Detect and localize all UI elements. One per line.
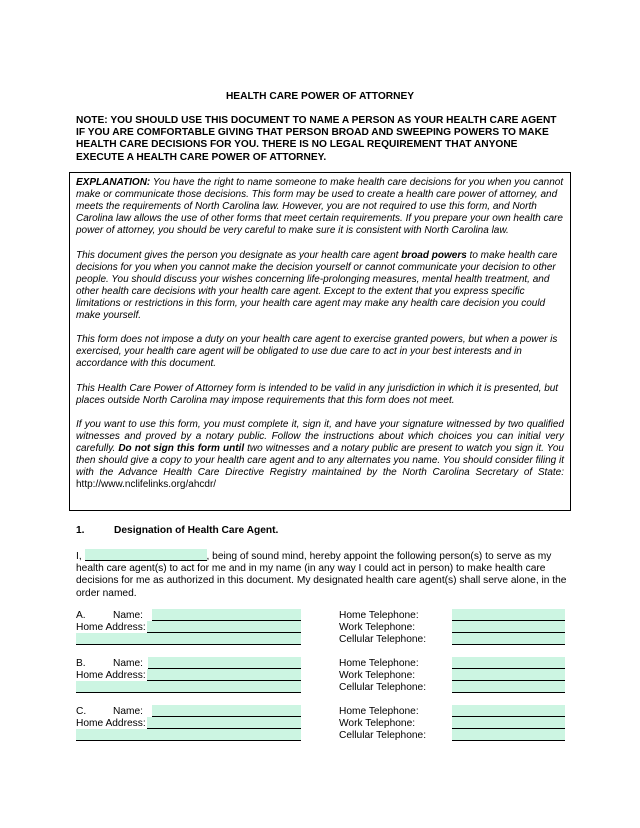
explanation-paragraph-2 <box>76 250 564 323</box>
agent-a-address-field-1[interactable] <box>147 621 301 633</box>
agent-a-letter: A. <box>76 610 86 621</box>
agent-b-name-label: Name: <box>113 658 144 669</box>
agent-b-cell-tel-label: Cellular Telephone: <box>339 682 427 693</box>
registry-link[interactable]: http://www.nclifelinks.org/ahcdr/ <box>76 479 217 491</box>
principal-name-field[interactable] <box>85 549 207 561</box>
agent-b-home-tel-label: Home Telephone: <box>339 658 419 669</box>
section-number: 1. <box>76 525 85 536</box>
explanation-box <box>69 172 571 511</box>
explanation-lead: EXPLANATION: <box>76 177 151 188</box>
agent-b-name-field[interactable] <box>148 657 301 669</box>
agent-b-address-label: Home Address: <box>76 670 146 681</box>
agent-b-address-field-2[interactable] <box>76 681 301 693</box>
agent-b-letter: B. <box>76 658 86 669</box>
note-paragraph: NOTE: YOU SHOULD USE THIS DOCUMENT TO NAME A PERSON AS YOUR HEALTH CARE AGENT IF YOU ARE COMFORTABLE GIVING THAT PERSON BROAD AND SWEEPING POWERS TO MAKE HEALTH CARE DECISIONS FOR YOU. THERE IS NO LEGAL REQUIREMENT THAT ANYONE EXECUTE A HEALTH CARE POWER OF ATTORNEY. <box>76 115 557 163</box>
document-title: HEALTH CARE POWER OF ATTORNEY <box>225 91 415 102</box>
agent-c-address-label: Home Address: <box>76 718 146 729</box>
agent-b-home-tel-field[interactable] <box>452 657 565 669</box>
explanation-paragraph-5 <box>76 419 564 492</box>
explanation-text-2b: to make health care decisions for you when you cannot make the decision yourself or cannot communicate your decision to other people. You should discuss your wishes concerning life-prolonging measures, mental health treatment, and other health care decisions with your health care agent. Except to the extent that you express specific limitations or restrictions in this form, your health care agent may make any health care decision you could make yourself. <box>76 249 558 322</box>
agent-b-work-tel-field[interactable] <box>452 669 565 681</box>
do-not-sign-emphasis: Do not sign this form until <box>118 443 245 455</box>
agent-c-address-field-1[interactable] <box>147 717 301 729</box>
agent-c-cell-tel-field[interactable] <box>452 729 565 741</box>
agent-c-address-field-2[interactable] <box>76 729 301 741</box>
agent-c-home-tel-field[interactable] <box>452 705 565 717</box>
agent-a-cell-tel-label: Cellular Telephone: <box>339 634 427 645</box>
agent-a-home-tel-field[interactable] <box>452 609 565 621</box>
agent-c-letter: C. <box>76 706 87 717</box>
agent-b-address-field-1[interactable] <box>147 669 301 681</box>
agent-a-cell-tel-field[interactable] <box>452 633 565 645</box>
explanation-text-5a: If you want to use this form, you must complete it, sign it, and have your signature witnessed by two qualified witnesses and proved by a notary public. Follow the instructions about which choices you can initial very carefully. <box>76 418 564 455</box>
section-title: Designation of Health Care Agent. <box>114 525 279 536</box>
explanation-text-1: You have the right to name someone to make health care decisions for you when you cannot make or communicate those decisions. This form may be used to create a health care power of attorney, and meets the requirements of North Carolina law. However, you are not required to use this form, and North Carolina law allows the use of other forms that meet certain requirements. If you prepare your own health care power of attorney, you should be very careful to make sure it is consistent with North Carolina law. <box>76 177 564 237</box>
designation-intro: I, <box>76 551 82 562</box>
agent-c-name-label: Name: <box>113 706 144 717</box>
agent-a-work-tel-label: Work Telephone: <box>339 622 416 633</box>
broad-powers-emphasis: broad powers <box>401 249 467 261</box>
agent-a-name-field[interactable] <box>152 609 301 621</box>
designation-text: , being of sound mind, hereby appoint the following person(s) to serve as my health care agent(s) to act for me and in my name (in any way I could act in person) to make health care decisions for me as authorized in this document. My designated health care agent(s) shall serve alone, in the order named. <box>76 551 567 599</box>
explanation-paragraph-3: This form does not impose a duty on your health care agent to exercise granted powers, but when a power is exercised, your health care agent will be obligated to use due care to act in your best interests and in accordance with this document. <box>76 334 558 370</box>
agent-a-address-label: Home Address: <box>76 622 146 633</box>
agent-a-work-tel-field[interactable] <box>452 621 565 633</box>
explanation-paragraph-4: This Health Care Power of Attorney form is intended to be valid in any jurisdiction in which it is presented, but places outside North Carolina may impose requirements that this form does not meet. <box>76 382 559 406</box>
agent-b-cell-tel-field[interactable] <box>452 681 565 693</box>
agent-c-work-tel-field[interactable] <box>452 717 565 729</box>
agent-a-home-tel-label: Home Telephone: <box>339 610 419 621</box>
agent-a-name-label: Name: <box>113 610 144 621</box>
agent-c-work-tel-label: Work Telephone: <box>339 718 416 729</box>
agent-b-work-tel-label: Work Telephone: <box>339 670 416 681</box>
explanation-text-5b: two witnesses and a notary public are present to watch you sign it. You then should give a copy to your health care agent and to any alternates you name. You should consider filing it with the Advance Health Care Directive Registry maintained by the North Carolina Secretary of State: <box>76 443 564 479</box>
explanation-text-2a: This document gives the person you designate as your health care agent <box>76 249 402 261</box>
explanation-paragraph-1 <box>76 177 564 237</box>
agent-a-address-field-2[interactable] <box>76 633 301 645</box>
agent-c-home-tel-label: Home Telephone: <box>339 706 419 717</box>
agent-c-name-field[interactable] <box>152 705 301 717</box>
designation-paragraph <box>76 549 568 600</box>
agent-c-cell-tel-label: Cellular Telephone: <box>339 730 427 741</box>
section-1-heading <box>76 525 278 536</box>
